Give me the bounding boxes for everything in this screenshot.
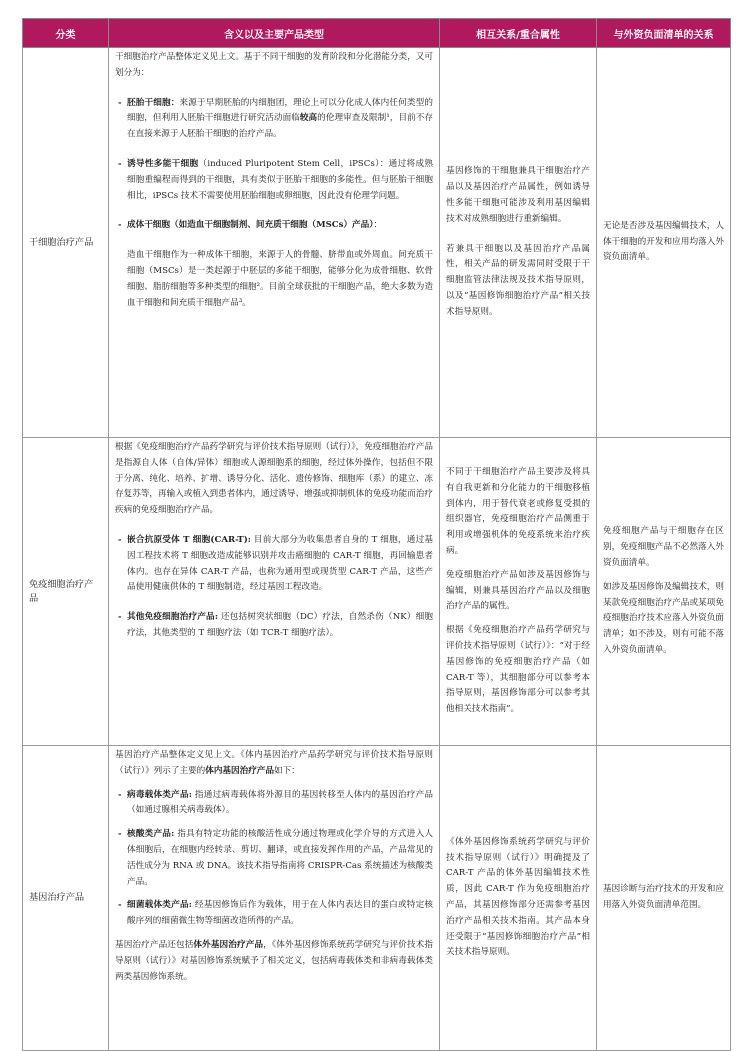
list-item: - 胚胎干细胞：来源于早期胚胎的内细胞团，理论上可以分化成人体内任何类型的细胞，但利用人胚胎干细胞进行研究活动面临较高的伦理审查及限制¹，目前不存在直接来源于人胚胎干细胞的治疗产品。: [127, 96, 433, 143]
relation-cell: 基因修饰的干细胞兼具干细胞治疗产品以及基因治疗产品属性，例如诱导性多能干细胞可能涉及利用基因编辑技术对成熟细胞进行重新编辑。 若兼具干细胞以及基因治疗产品属性，相关产品的研发需同时受限于干细胞监管法律法规及技术指导原则，以及“基因修饰细胞治疗产品”相关技术指导原则。: [440, 48, 597, 438]
row-intro: 干细胞治疗产品整体定义见上文。基于不同干细胞的发育阶段和分化潜能分类，又可划分为：: [115, 52, 433, 78]
product-type-list: [115, 96, 433, 235]
header-relation: 相互关系/重合属性: [440, 19, 597, 48]
list-item: - 病毒载体类产品: 指通过病毒载体将外源目的基因转移至人体内的基因治疗产品（如通过腺相关病毒载体）。: [127, 788, 433, 820]
header-negative-list: 与外资负面清单的关系: [597, 19, 731, 48]
table-row-immune-cell: [23, 438, 731, 746]
definition-cell: [109, 48, 440, 438]
negative-list-cell: 无论是否涉及基因编辑技术，人体干细胞的开发和应用均落入外资负面清单。: [597, 48, 731, 438]
header-category: 分类: [23, 19, 109, 48]
category-cell: 基因治疗产品: [23, 746, 109, 1051]
definition-cell: [109, 746, 440, 1051]
row-outro: 基因治疗产品还包括体外基因治疗产品，《体外基因修饰系统药学研究与评价技术指导原则（试行）》对基因修饰系统赋予了相关定义，包括病毒载体类和非病毒载体类两类基因修饰系统。: [115, 939, 433, 982]
relation-cell: 《体外基因修饰系统药学研究与评价技术指导原则（试行）》明确提及了 CAR-T 产品的体外基因编辑技术性质，因此 CAR-T 作为免疫细胞治疗产品，其基因修饰部分还需参考基因治疗产品相关技术指南。其产品本身还受限于“基因修饰细胞治疗产品”相关技术指导原则。: [440, 746, 597, 1051]
product-type-list: [115, 533, 433, 642]
negative-list-cell: 免疫细胞产品与干细胞存在区别，免疫细胞产品不必然落入外资负面清单。 如涉及基因修饰及编辑技术，则某款免疫细胞治疗产品或某项免疫细胞治疗技术应落入外资负面清单；如不涉及，则有可能不落入外资负面清单。: [597, 438, 731, 746]
product-type-list: [115, 788, 433, 930]
list-item: - 成体干细胞（如造血干细胞制剂、间充质干细胞（MSCs）产品）：: [127, 218, 433, 234]
definition-cell: [109, 438, 440, 746]
list-item: - 嵌合抗原受体 T 细胞(CAR-T): 目前大部分为收集患者自身的 T 细胞，通过基因工程技术将 T 细胞改造成能够识别并攻击癌细胞的 CAR-T 细胞，再回输患者体内。也存在异体 CAR-T 产品，也称为通用型或现货型 CAR-T 产品，这些产品使用健康供体的 T 细胞制造，经过基因工程改造。: [127, 533, 433, 596]
header-definition: 含义以及主要产品类型: [109, 19, 440, 48]
category-cell: 免疫细胞治疗产品: [23, 438, 109, 746]
relation-cell: 不同于干细胞治疗产品主要涉及将具有自我更新和分化能力的干细胞移植到体内，用于替代衰老或修复受损的组织器官，免疫细胞治疗产品侧重于利用或增强机体的免疫系统来治疗疾病。 免疫细胞治疗产品如涉及基因修饰与编辑，则兼具基因治疗产品以及细胞治疗产品的属性。 根据《免疫细胞治疗产品药学研究与评价技术指导原则（试行）》：“对于经基因修饰的免疫细胞治疗产品（如 CAR-T 等），其细胞部分可以参考本指导原则，基因修饰部分可以参考其他相关技术指南”。: [440, 438, 597, 746]
sub-paragraph: 造血干细胞作为一种成体干细胞，来源于人的骨髓、脐带血或外周血。间充质干细胞（MSCs）是一类起源于中胚层的多能干细胞，能够分化为成骨细胞、软骨细胞、脂肪细胞等多种类型的细胞²。目前全球获批的干细胞产品，绝大多数为造血干细胞和间充质干细胞产品³。: [127, 250, 433, 308]
category-cell: 干细胞治疗产品: [23, 48, 109, 438]
list-item: - 其他免疫细胞治疗产品: 还包括树突状细胞（DC）疗法，自然杀伤（NK）细胞疗法，其他类型的 T 细胞疗法（如 TCR-T 细胞疗法）。: [127, 610, 433, 642]
row-intro: 根据《免疫细胞治疗产品药学研究与评价技术指导原则（试行）》，免疫细胞治疗产品是指源自人体（自体/异体）细胞或人源细胞系的细胞，经过体外操作，包括但不限于分离、纯化、培养、扩增、诱导分化、活化、遗传修饰、细胞库（系）的建立、冻存复苏等，再输入或植入到患者体内，通过诱导、增强或抑制机体的免疫功能而治疗疾病的免疫细胞治疗产品。: [115, 442, 433, 516]
table-row-gene-therapy: [23, 746, 731, 1051]
list-item: - 细菌载体类产品: 经基因修饰后作为载体，用于在人体内表达目的蛋白或特定核酸序列的细菌微生物等细菌改造所得的产品。: [127, 898, 433, 930]
table-row-stem-cell: [23, 48, 731, 438]
list-item: - 核酸类产品: 指具有特定功能的核酸活性成分通过物理或化学介导的方式进入人体细胞后，在细胞内经转录、剪切、翻译，或直接发挥作用的产品，产品常见的活性成分为 RNA 或 DNA。该技术指导指南将 CRISPR-Cas 系统描述为核酸类产品。: [127, 827, 433, 890]
comparison-table: [22, 18, 731, 1051]
list-item: - 诱导性多能干细胞（induced Pluripotent Stem Cell，iPSCs）：通过将成熟细胞重编程而得到的干细胞，具有类似于胚胎干细胞的多能性。但与胚胎干细胞相比，iPSCs 技术不需要使用胚胎细胞或卵细胞，因此没有伦理学问题。: [127, 157, 433, 204]
table-header-row: [23, 19, 731, 48]
row-intro: 基因治疗产品整体定义见上文。《体内基因治疗产品药学研究与评价技术指导原则（试行）》列示了主要的体内基因治疗产品如下：: [115, 750, 433, 776]
negative-list-cell: 基因诊断与治疗技术的开发和应用落入外资负面清单范围。: [597, 746, 731, 1051]
